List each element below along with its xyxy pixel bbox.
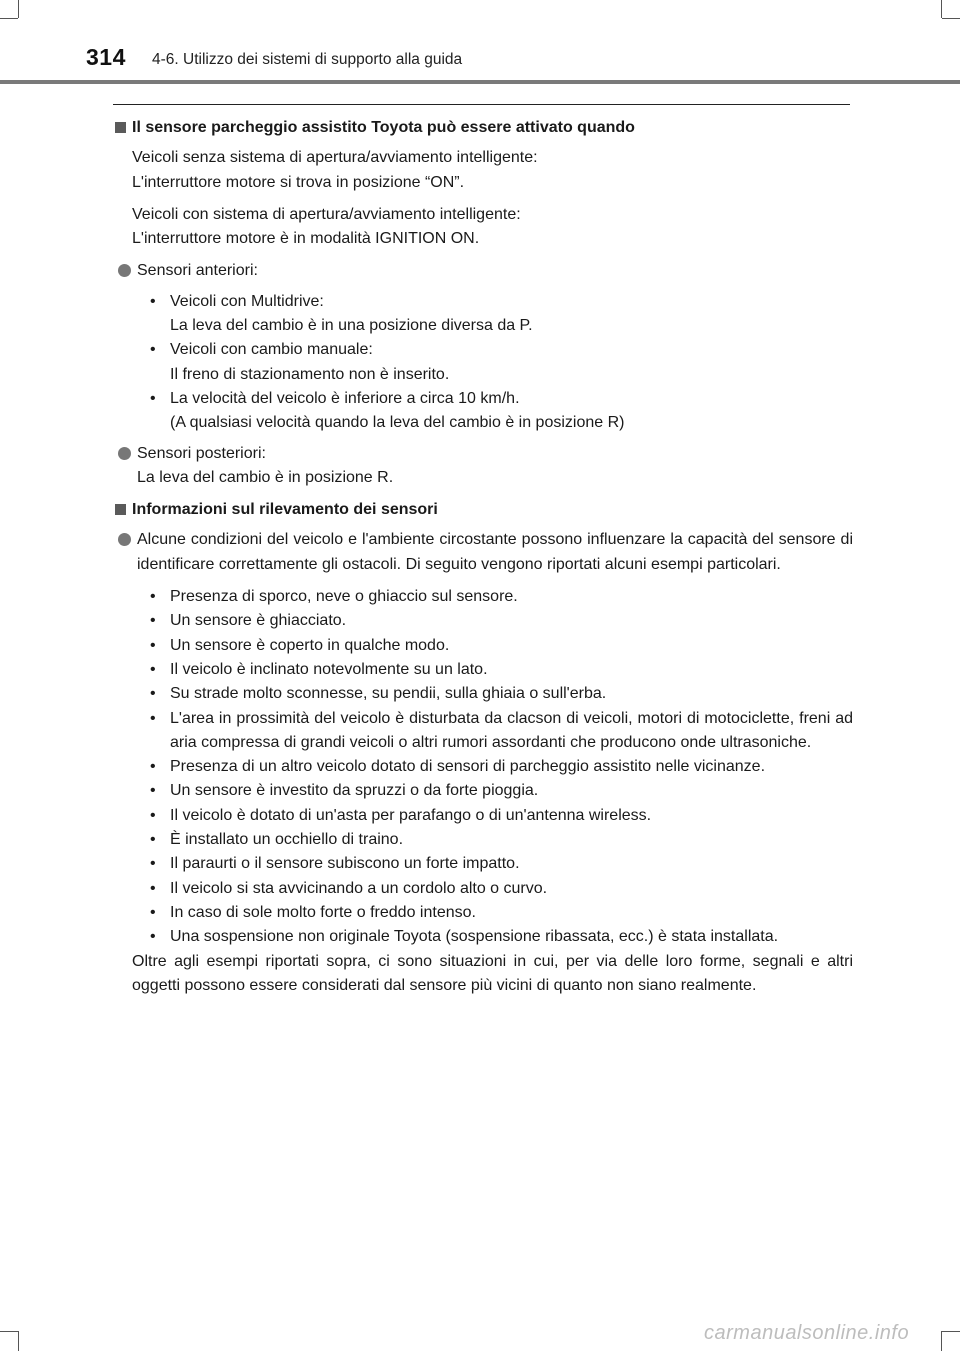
bullet-dot-icon: • [150,685,156,703]
circle-bullet-icon [118,264,131,277]
bullet-dot-icon: • [150,292,156,310]
footer-watermark: carmanualsonline.info [704,1322,910,1344]
page-header [0,0,960,90]
paragraph-line: Veicoli con sistema di apertura/avviamento intelligente: [132,205,521,223]
square-bullet-icon [115,504,126,515]
list-item-text: Il veicolo si sta avvicinando a un cordolo alto o curvo. [170,879,548,897]
list-item [150,828,853,852]
list-item [150,585,853,609]
list-item [150,682,853,706]
list-item-text: Il veicolo è inclinato notevolmente su un lato. [170,660,488,678]
detection-intro-item [113,528,853,577]
heading-text: Informazioni sul rilevamento dei sensori [132,501,438,519]
list-item [150,634,853,658]
list-item [150,804,853,828]
header-bar [0,80,960,84]
list-item [150,852,853,876]
paragraph-line: L'interruttore motore si trova in posizione “ON”. [132,173,465,191]
paragraph-no-smart-key [113,146,853,195]
list-item-text: Presenza di sporco, neve o ghiaccio sul sensore. [170,588,518,606]
list-item-line: Veicoli con cambio manuale: [170,341,373,359]
page-number: 314 [86,44,126,70]
bullet-dot-icon: • [150,831,156,849]
list-item-text: Il paraurti o il sensore subiscono un forte impatto. [170,855,520,873]
list-item-line: Il freno di stazionamento non è inserito. [170,365,450,383]
list-item-text: Un sensore è investito da spruzzi o da forte pioggia. [170,782,539,800]
heading-text: Il sensore parcheggio assistito Toyota può essere attivato quando [132,119,635,136]
list-item-text: L'area in prossimità del veicolo è disturbata da clacson di veicoli, motori di motociclette, freni ad aria compressa di grandi veicoli o altri rumori assordanti che producono onde ultrasoniche. [170,709,853,751]
crop-mark [941,1331,942,1351]
section-title: 4-6. Utilizzo dei sistemi di supporto alla guida [152,51,463,68]
list-item [150,707,853,756]
list-item [150,609,853,633]
list-item-line: La velocità del veicolo è inferiore a circa 10 km/h. [170,389,520,407]
bullet-dot-icon: • [150,709,156,727]
rear-sensors-text: La leva del cambio è in posizione R. [137,468,394,486]
list-item [150,877,853,901]
bullet-dot-icon: • [150,636,156,654]
bullet-dot-icon: • [150,389,156,407]
list-item-text: Un sensore è ghiacciato. [170,612,347,630]
list-item [150,925,853,949]
crop-mark [18,1331,19,1351]
list-item [150,755,853,779]
circle-bullet-icon [118,447,131,460]
list-item [150,658,853,682]
paragraph-line: Veicoli senza sistema di apertura/avviamento intelligente: [132,149,538,167]
front-sensors-list [113,290,853,436]
content-divider [113,104,850,105]
list-item-line: La leva del cambio è in una posizione diversa da P. [170,317,533,335]
bullet-dot-icon: • [150,903,156,921]
list-item [150,779,853,803]
list-item-text: Su strade molto sconnesse, su pendii, sulla ghiaia o sull'erba. [170,685,607,703]
list-item [150,338,853,387]
front-sensors-item [113,259,853,283]
section-heading-activation [113,116,853,140]
list-item-line: Veicoli con Multidrive: [170,292,324,310]
list-item-text: Una sospensione non originale Toyota (sospensione ribassata, ecc.) è stata installata. [170,928,779,946]
bullet-dot-icon: • [150,588,156,606]
list-item-text: In caso di sole molto forte o freddo intenso. [170,903,476,921]
rear-sensors-label: Sensori posteriori: [137,444,266,462]
bullet-dot-icon: • [150,341,156,359]
list-item-text: Il veicolo è dotato di un'asta per parafango o di un'antenna wireless. [170,806,652,824]
circle-bullet-icon [118,533,131,546]
detection-conditions-list [113,585,853,949]
list-item-text: Un sensore è coperto in qualche modo. [170,636,450,654]
list-item-line: (A qualsiasi velocità quando la leva del cambio è in posizione R) [170,414,625,432]
bullet-dot-icon: • [150,612,156,630]
bullet-dot-icon: • [150,879,156,897]
list-item [150,387,853,436]
bullet-dot-icon: • [150,928,156,946]
page-content [113,116,853,998]
crop-mark [942,1331,960,1332]
bullet-dot-icon: • [150,782,156,800]
list-item-text: Presenza di un altro veicolo dotato di sensori di parcheggio assistito nelle vicinanze. [170,758,766,776]
front-sensors-label: Sensori anteriori: [137,262,258,280]
closing-paragraph: Oltre agli esempi riportati sopra, ci sono situazioni in cui, per via delle loro forme, segnali e altri oggetti possono essere considerati dal sensore più vicini di quanto non siano realmente. [132,952,853,994]
detection-intro-text: Alcune condizioni del veicolo e l'ambiente circostante possono influenzare la capacità del sensore di identificare correttamente gli ostacoli. Di seguito vengono riportati alcuni esempi particolari. [137,531,853,573]
bullet-dot-icon: • [150,855,156,873]
list-item [150,901,853,925]
paragraph-smart-key [113,203,853,252]
paragraph-line: L'interruttore motore è in modalità IGNITION ON. [132,230,480,248]
square-bullet-icon [115,122,126,133]
bullet-dot-icon: • [150,758,156,776]
list-item-text: È installato un occhiello di traino. [170,831,404,849]
bullet-dot-icon: • [150,806,156,824]
section-heading-detection [113,498,853,522]
crop-mark [0,1331,18,1332]
bullet-dot-icon: • [150,660,156,678]
rear-sensors-item [113,442,853,491]
list-item [150,290,853,339]
